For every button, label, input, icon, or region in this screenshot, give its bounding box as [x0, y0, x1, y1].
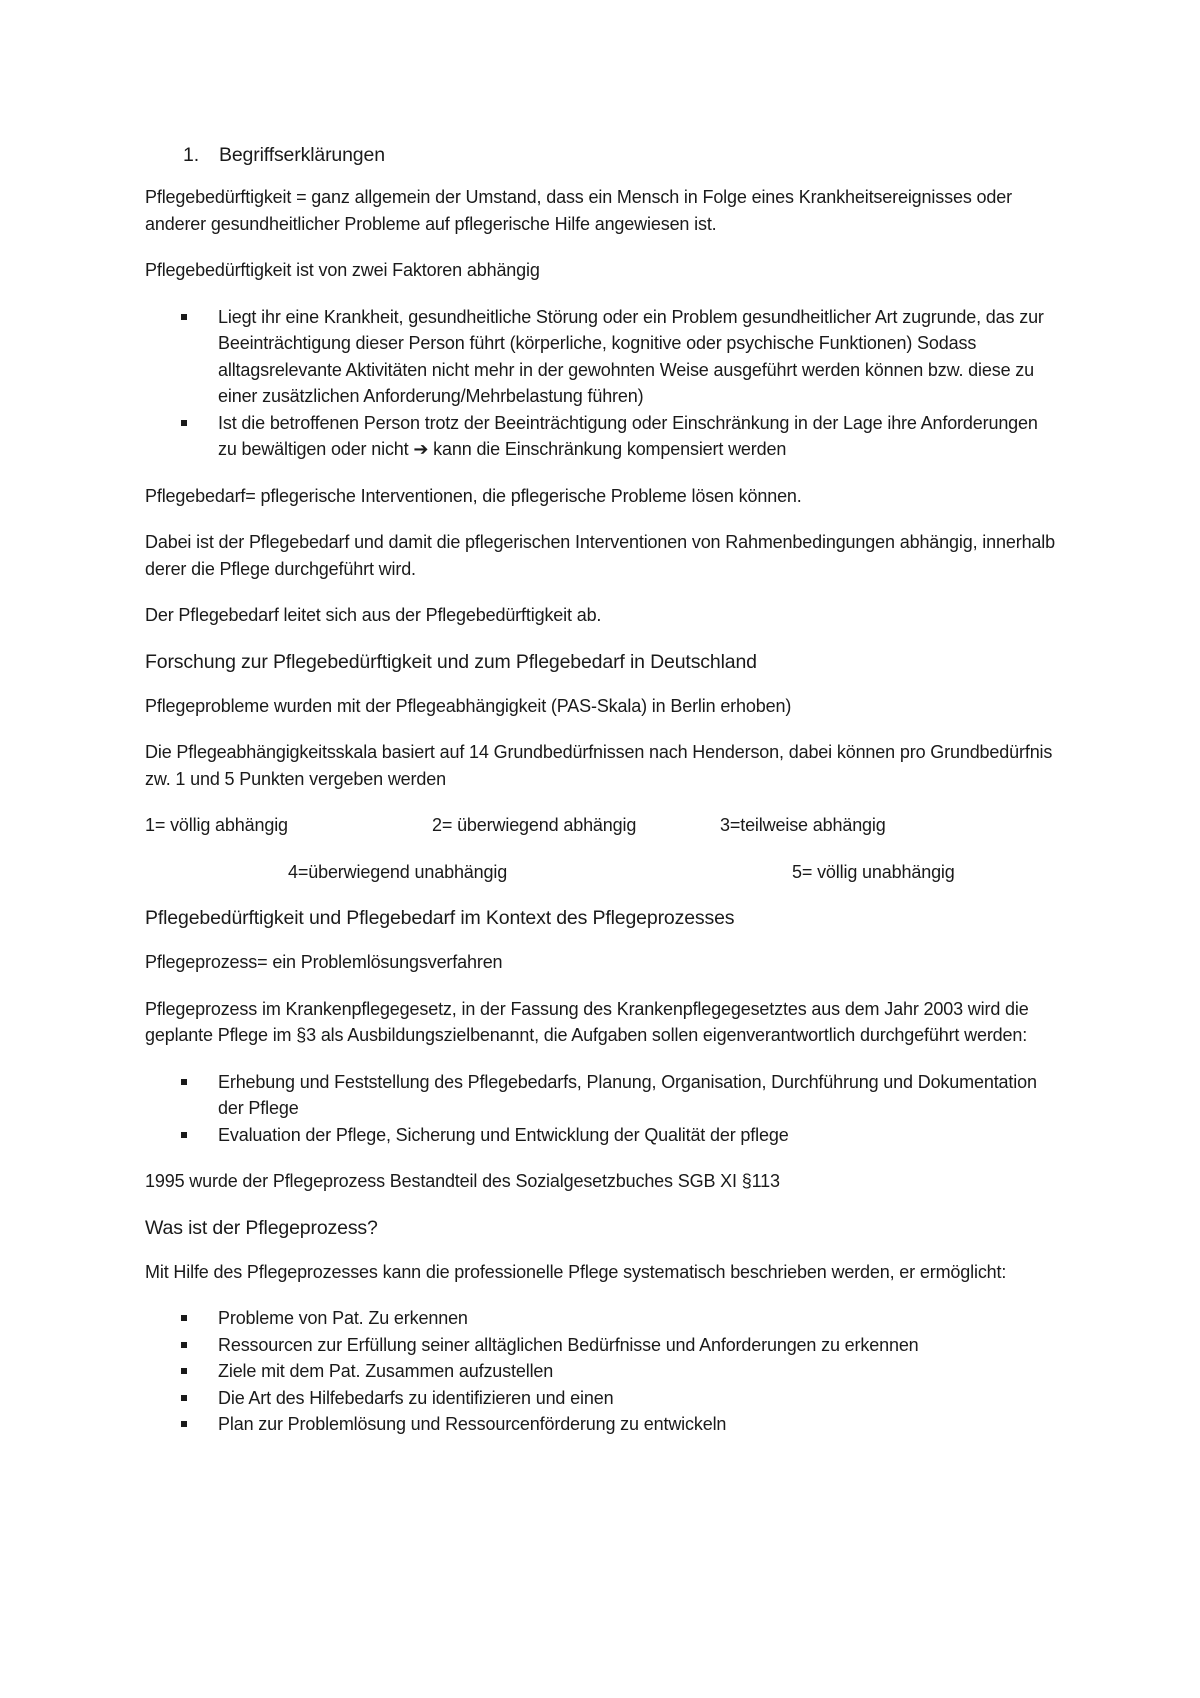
list-item: Plan zur Problemlösung und Ressourcenförderung zu entwickeln [218, 1411, 1060, 1438]
list-item: Evaluation der Pflege, Sicherung und Entwicklung der Qualität der pflege [218, 1122, 1060, 1149]
paragraph-ableitung: Der Pflegebedarf leitet sich aus der Pflegebedürftigkeit ab. [145, 605, 602, 625]
bullet-list-faktoren [145, 304, 1060, 463]
paragraph-henderson: Die Pflegeabhängigkeitsskala basiert auf 14 Grundbedürfnissen nach Henderson, dabei können pro Grundbedürfnis zw. 1 und 5 Punkten vergeben werden [145, 742, 1053, 789]
paragraph-faktoren: Pflegebedürftigkeit ist von zwei Faktoren abhängig [145, 260, 540, 280]
list-item: Ziele mit dem Pat. Zusammen aufzustellen [218, 1358, 1060, 1385]
paragraph-pflegeprozess-definition: Pflegeprozess= ein Problemlösungsverfahren [145, 952, 503, 972]
scale-item: 5= völlig unabhängig [792, 861, 955, 882]
heading-text: Begriffserklärungen [219, 144, 385, 166]
scale-row-1 [145, 812, 1060, 839]
section-heading-1 [183, 142, 1060, 168]
paragraph-rahmenbedingungen: Dabei ist der Pflegebedarf und damit die pflegerischen Interventionen von Rahmenbedingungen abhängig, innerhalb derer die Pflege durchgeführt wird. [145, 532, 1055, 579]
section-heading-was-ist: Was ist der Pflegeprozess? [145, 1216, 378, 1239]
scale-item: 2= überwiegend abhängig [432, 815, 637, 835]
list-item: Liegt ihr eine Krankheit, gesundheitliche Störung oder ein Problem gesundheitlicher Art zugrunde, das zur Beeinträchtigung dieser Person führt (körperliche, kognitive oder psychische Funktionen) Sodass alltagsrelevante Aktivitäten nicht mehr in der gewohnten Weise ausgeführt werden können bzw. diese zu einer zusätzlichen Anforderung/Mehrbelastung führen) [218, 304, 1060, 410]
scale-item: 3=teilweise abhängig [720, 815, 886, 835]
section-heading-kontext: Pflegebedürftigkeit und Pflegebedarf im Kontext des Pflegeprozesses [145, 907, 735, 929]
list-item: Ressourcen zur Erfüllung seiner alltäglichen Bedürfnisse und Anforderungen zu erkennen [218, 1332, 1060, 1359]
paragraph-pflegebedarf: Pflegebedarf= pflegerische Interventionen, die pflegerische Probleme lösen können. [145, 485, 802, 506]
paragraph-sgb: 1995 wurde der Pflegeprozess Bestandteil des Sozialgesetzbuches SGB XI §113 [145, 1171, 780, 1191]
scale-item: 4=überwiegend unabhängig [288, 861, 508, 882]
list-item: Probleme von Pat. Zu erkennen [218, 1305, 1060, 1332]
paragraph-krankenpflegegesetz: Pflegeprozess im Krankenpflegegesetz, in der Fassung des Krankenpflegegesetztes aus dem Jahr 2003 wird die geplante Pflege im §3 als Ausbildungszielbenannt, die Aufgaben sollen eigenverantwortlich durchgeführt werden: [145, 998, 1029, 1045]
list-item: Ist die betroffenen Person trotz der Beeinträchtigung oder Einschränkung in der Lage ihre Anforderungen zu bewältigen oder nicht ➔ kann die Einschränkung kompensiert werden [218, 410, 1060, 463]
list-item: Erhebung und Feststellung des Pflegebedarfs, Planung, Organisation, Durchführung und Dokumentation der Pflege [218, 1069, 1060, 1122]
heading-number: 1. [183, 144, 199, 166]
scale-row-2 [145, 859, 1060, 886]
paragraph-ermoeglicht: Mit Hilfe des Pflegeprozesses kann die professionelle Pflege systematisch beschrieben werden, er ermöglicht: [145, 1261, 1007, 1282]
section-heading-forschung: Forschung zur Pflegebedürftigkeit und zum Pflegebedarf in Deutschland [145, 650, 757, 673]
scale-item: 1= völlig abhängig [145, 815, 288, 835]
bullet-list-ziele [145, 1305, 1060, 1438]
list-item: Die Art des Hilfebedarfs zu identifizieren und einen [218, 1385, 1060, 1412]
paragraph-pas-skala: Pflegeprobleme wurden mit der Pflegeabhängigkeit (PAS-Skala) in Berlin erhoben) [145, 695, 792, 716]
paragraph-definition-pflegebeduerftigkeit: Pflegebedürftigkeit = ganz allgemein der Umstand, dass ein Mensch in Folge eines Krankheitsereignisses oder anderer gesundheitlicher Probleme auf pflegerische Hilfe angewiesen ist. [145, 187, 1012, 234]
bullet-list-aufgaben [145, 1069, 1060, 1149]
